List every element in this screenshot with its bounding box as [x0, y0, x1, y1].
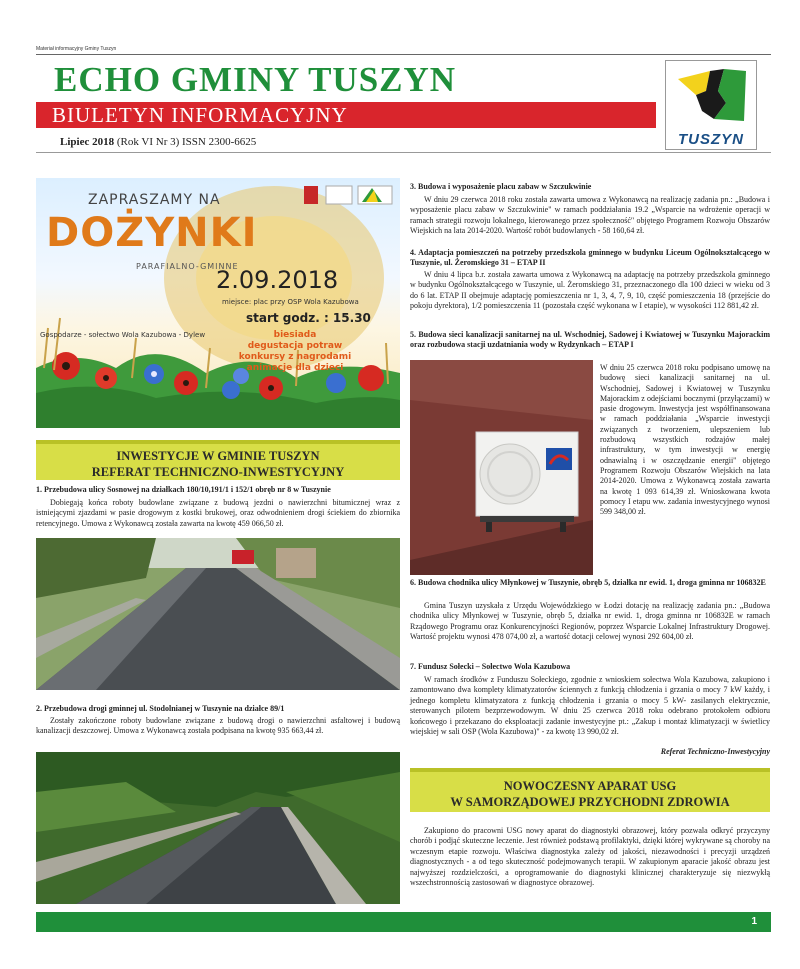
- issue-details: (Rok VI Nr 3) ISSN 2300-6625: [114, 136, 257, 148]
- poster-attraction-1: biesiada: [273, 330, 317, 340]
- poster-title: DOŻYNKI: [46, 210, 258, 256]
- poster-hosts: Gospodarze - sołectwo Wola Kazubowa - Dylew: [40, 331, 206, 339]
- investment-4-body: W dniu 4 lipca b.r. została zawarta umowa z Wykonawcą na adaptację na potrzeby przedszkola gminnego w budynku Ogólnokształcącego w Tuszynie, ul. Żeromskiego 31, przeznaczonego dla 100 dzieci w wieku od 3 do 6 lat. ETAP II obejmuje adaptację pomieszczenia nr 1, 3, 4, 7, 9, 10, część pomieszczenia 18 (przejście do pokoju dyrektora), 1/2 pomieszczenia 11 (pozostała część wykonana w I etapie), w wysokości 112 881,42 zł.: [410, 270, 770, 311]
- road-photo-2: [36, 752, 400, 904]
- investment-4-heading: 4. Adaptacja pomieszczeń na potrzeby przedszkola gminnego w budynku Liceum Ogólnokształcącego w Tuszynie, ul. Żeromskiego 31 – ETAP II: [410, 248, 770, 267]
- poster-attraction-4: animacje dla dzieci: [246, 363, 344, 373]
- tuszyn-logo: [665, 60, 757, 150]
- poster-attractions: [232, 330, 358, 374]
- investments-section-header: [36, 440, 400, 480]
- usg-section-title: NOWOCZESNY APARAT USG: [503, 779, 677, 793]
- issue-line: [60, 136, 256, 148]
- header-rule: [36, 152, 771, 153]
- dozynki-poster: [36, 178, 400, 428]
- page-footer: [36, 912, 771, 932]
- investment-5-heading: 5. Budowa sieci kanalizacji sanitarnej na ul. Wschodniej, Sadowej i Kwiatowej w Tuszynku Majorackim oraz rozbudowa stacji uzdatniania wody w Rydzynkach – ETAP I: [410, 330, 770, 349]
- investment-2-heading: 2. Przebudowa drogi gminnej ul. Stodolnianej w Tuszynie na działce 89/1: [36, 704, 285, 713]
- masthead-title: ECHO GMINY TUSZYN: [54, 60, 457, 99]
- poster-start: start godz. : 15.30: [246, 311, 371, 325]
- poster-attraction-3: konkursy z nagrodami: [238, 352, 352, 362]
- top-rule: [36, 54, 771, 55]
- investment-5-body: W dniu 25 czerwca 2018 roku podpisano umowę na budowę sieci kanalizacji sanitarnej na ul. Wschodniej, Sadowej i Kwiatowej w Tuszynku Majorackim z odejściami bocznymi (przyłączami) w pasie drogowym. Inwestycja jest współfinansowana w ramach poddziałania „Wsparcie inwestycji związanych z tworzeniem, ulepszeniem lub rozbudową wszystkich rodzajów małej infrastruktury, w tym inwestycji w energię odnawialną i w oszczędzanie energii" objętego Programem Rozwoju Obszarów Wiejskich na lata 2014-2020. Umowa z Wykonawcą została zawarta na kwotę 1 093 614,39 zł. Wnioskowana kwota pomocy I etapu ww. zadania inwestycyjnego wynosi 599 348,00 zł.: [600, 363, 770, 517]
- investments-section-subtitle: REFERAT TECHNICZNO-INWESTYCYJNY: [91, 465, 345, 479]
- subtitle-bar: [36, 102, 656, 128]
- road-photo-1: [36, 538, 400, 690]
- usg-section-header: [410, 768, 770, 812]
- investment-7-body: W ramach środków z Funduszu Sołeckiego, zgodnie z wnioskiem sołectwa Wola Kazubowa, zakupiono i zamontowano dwa komplety klimatyzatorów ściennych z funkcją chłodzenia i grzania o mocy 7 kW każdy, i jednego kompletu klimatyzatora z funkcją chłodzenia i grzania o mocy 5 kW- zasilanych elektrycznie, sterowanych pilotem bezprzewodowym. W dniu 25 czerwca 2018 roku odebrano protokołem odbioru końcowego i przekazano do eksploatacji zadanie inwestycyjne pt.: „Zakup i montaż klimatyzacji w świetlicy wiejskiej w sali OSP (Wola Kazubowa)" - za kwotę 13 990,02 zł.: [410, 675, 770, 737]
- ac-unit-photo: [410, 360, 593, 575]
- usg-section-subtitle: W SAMORZĄDOWEJ PRZYCHODNI ZDROWIA: [450, 795, 730, 809]
- investments-section-title: INWESTYCJE W GMINIE TUSZYN: [116, 449, 320, 463]
- issue-date: Lipiec 2018: [60, 136, 115, 148]
- investment-1-body: Dobiegają końca roboty budowlane związane z budową jezdni o nawierzchni bitumicznej wraz z istniejącymi zjazdami w pasie drogowym z kostki brukowej, oraz odwodnieniem drogi ściekiem do zbiornika retencyjnego. Umowa z Wykonawcą została zawarta na kwotę 459 066,50 zł.: [36, 498, 400, 528]
- investment-3-body: W dniu 29 czerwca 2018 roku została zawarta umowa z Wykonawcą na realizację zadania pn.: „Budowa i wyposażenie placu zabaw w Szczukwinie" w ramach poddziałania 19.2 „Wsparcie na wdrożenie operacji w ramach strategii rozwoju lokalnego, kierowanego przez społeczność" objętego Programem Rozwoju Obszarów Wiejskich na lata 2014-2020. Wartość robót budowlanych - 58 160,64 zł.: [410, 195, 770, 236]
- logo-text: TUSZYN: [678, 131, 744, 148]
- poster-invite: ZAPRASZAMY NA: [88, 192, 221, 208]
- investment-6-heading: 6. Budowa chodnika ulicy Młynkowej w Tuszynie, obręb 5, działka nr ewid. 1, droga gminna nr 106832E: [410, 578, 766, 587]
- stodolniana-street-photo: [36, 752, 400, 904]
- poster-place: miejsce: plac przy OSP Wola Kazubowa: [222, 298, 359, 306]
- poster-subtitle: PARAFIALNO-GMINNE: [136, 262, 239, 271]
- subtitle: BIULETYN INFORMACYJNY: [52, 103, 348, 127]
- investment-6-body: Gmina Tuszyn uzyskała z Urzędu Wojewódzkiego w Łodzi dotację na realizację zadania pn.: „Budowa chodnika ulicy Młynkowej w Tuszynie, obręb 5, działka nr ewid. 1, droga gminna nr 106832E w ramach Rządowego Programu oraz Konkurencyjności Regionów, poprzez Wsparcie Lokalnej Infrastruktury Drogowej. Wartość projektu wynosi 478 074,00 zł, a wartość dotacji celowej wynosi 292 604,00 zł.: [410, 601, 770, 642]
- investment-1-heading: 1. Przebudowa ulicy Sosnowej na działkach 180/10,191/1 i 152/1 obręb nr 8 w Tuszynie: [36, 485, 331, 494]
- investment-2-body: Zostały zakończone roboty budowlane związane z budową drogi o nawierzchni asfaltowej i budową kanalizacji deszczowej. Umowa z Wykonawcą została podpisana na kwotę 935 663,44 zł.: [36, 716, 400, 736]
- page-number: 1: [751, 916, 757, 927]
- usg-article-body: Zakupiono do pracowni USG nowy aparat do diagnostyki obrazowej, który pozwala odkryć przyczyny chorób i podjąć skuteczne leczenie. Jest również podstawą profilaktyki, dzięki której wykrywane są choroby na wczesnym etapie rozwoju. Właściwa diagnostyka zależy od jakości, niezawodności i precyzji urządzeń diagnostycznych - a od tego skuteczność podejmowanych terapii. W zakupionym aparacie jakość obrazu jest najwyższej rozdzielczości, a oprogramowanie do diagnostyki klinicznej charakteryzuje się niezwykłą wszechstronnością zastosowań w diagnostyce obrazowej.: [410, 826, 770, 888]
- masthead-small-label: Materiał informacyjny Gminy Tuszyn: [36, 46, 117, 52]
- poster-attraction-2: degustacja potraw: [247, 341, 343, 351]
- investment-7-heading: 7. Fundusz Sołecki – Sołectwo Wola Kazubowa: [410, 662, 571, 671]
- air-conditioner-photo: [410, 360, 593, 575]
- logo-emblem-icon: [666, 61, 756, 127]
- sosnowa-street-photo: [36, 538, 400, 690]
- poster-date: 2.09.2018: [216, 266, 339, 294]
- investments-signature: Referat Techniczno-Inwestycyjny: [660, 747, 770, 756]
- investment-3-heading: 3. Budowa i wyposażenie placu zabaw w Szczukwinie: [410, 182, 592, 191]
